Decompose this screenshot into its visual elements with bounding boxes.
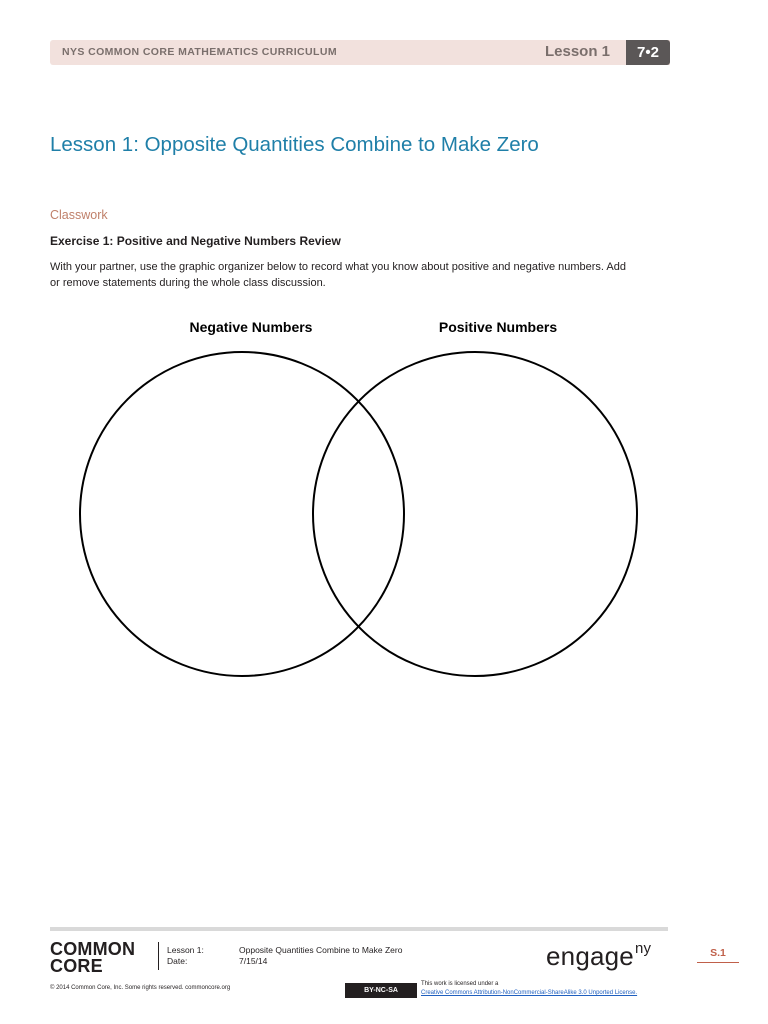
footer-divider (158, 942, 159, 970)
exercise-title: Exercise 1: Positive and Negative Numbers Review (50, 234, 341, 248)
page-number: S.1 (697, 947, 739, 963)
common-core-logo (50, 941, 135, 975)
brand-text: engage (546, 941, 634, 971)
footer-meta (167, 945, 402, 967)
footer-rule (50, 927, 668, 931)
license-text (421, 980, 637, 998)
instructions-line-2: or remove statements during the whole class discussion. (50, 277, 326, 289)
grade-module-badge: 7•2 (626, 40, 670, 65)
license-line-1: This work is licensed under a (421, 981, 499, 987)
positive-circle (313, 352, 637, 676)
footer-date-value: 7/15/14 (239, 956, 268, 966)
cc-license-badge: BY-NC-SA (345, 983, 417, 998)
instructions-line-1: With your partner, use the graphic organizer below to record what you know about positive and negative numbers. Add (50, 261, 627, 273)
positive-numbers-label: Positive Numbers (438, 319, 558, 335)
negative-circle (80, 352, 404, 676)
venn-diagram (0, 310, 768, 690)
copyright-text: © 2014 Common Core, Inc. Some rights reserved. commoncore.org (50, 985, 231, 991)
lesson-label: Lesson 1 (544, 43, 610, 60)
footer-lesson-key: Lesson 1: (167, 945, 204, 955)
curriculum-title: NYS COMMON CORE MATHEMATICS CURRICULUM (62, 46, 337, 58)
footer-date-key: Date: (167, 956, 188, 966)
logo-line-2: CORE (50, 956, 103, 976)
negative-numbers-label: Negative Numbers (189, 319, 313, 335)
brand-sup: ny (634, 940, 652, 957)
license-link[interactable]: Creative Commons Attribution-NonCommercial-ShareAlike 3.0 Unported License. (421, 990, 638, 996)
logo-line-1: COMMON (50, 939, 136, 959)
page-title: Lesson 1: Opposite Quantities Combine to Make Zero (50, 133, 539, 156)
exercise-instructions (50, 259, 710, 291)
header-bar (50, 40, 670, 65)
engageny-logo (546, 940, 651, 972)
footer-lesson-value: Opposite Quantities Combine to Make Zero (239, 945, 403, 955)
section-label: Classwork (50, 208, 108, 222)
